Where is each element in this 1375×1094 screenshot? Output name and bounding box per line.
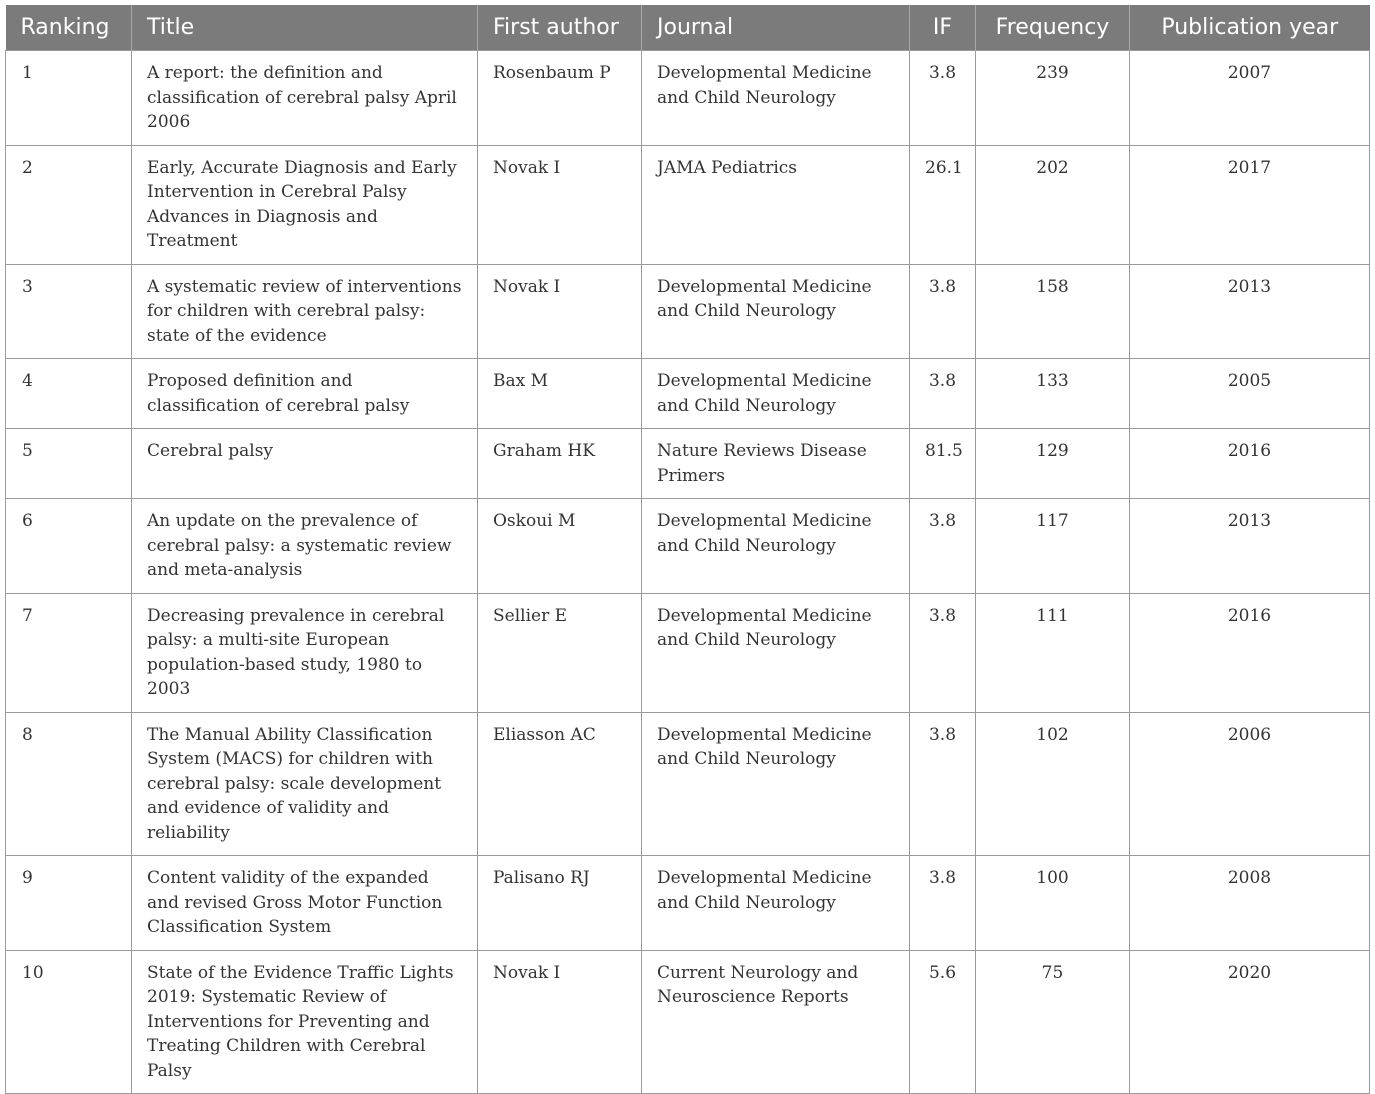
cell-title: Early, Accurate Diagnosis and Early Intervention in Cerebral Palsy Advances in Diagnosis and Treatment [132,145,478,264]
table-header-row [6,5,1370,51]
cell-title: State of the Evidence Traffic Lights 2019: Systematic Review of Interventions for Preventing and Treating Children with Cerebral Palsy [132,950,478,1094]
cell-publication-year: 2020 [1130,950,1370,1094]
cell-journal: JAMA Pediatrics [642,145,910,264]
table-row [6,51,1370,146]
cell-if: 3.8 [910,51,976,146]
cell-frequency: 117 [976,499,1130,594]
cell-ranking: 5 [6,429,132,499]
cell-if: 3.8 [910,856,976,951]
cell-frequency: 111 [976,593,1130,712]
header-title: Title [132,5,478,51]
cell-journal: Developmental Medicine and Child Neurology [642,264,910,359]
cell-publication-year: 2013 [1130,499,1370,594]
cell-title: An update on the prevalence of cerebral palsy: a systematic review and meta-analysis [132,499,478,594]
cell-if: 5.6 [910,950,976,1094]
cell-frequency: 102 [976,712,1130,856]
cell-ranking: 2 [6,145,132,264]
cited-references-table [5,5,1370,1094]
cell-ranking: 10 [6,950,132,1094]
cell-if: 3.8 [910,359,976,429]
cell-first-author: Novak I [478,145,642,264]
cell-journal: Developmental Medicine and Child Neurology [642,712,910,856]
cell-journal: Current Neurology and Neuroscience Reports [642,950,910,1094]
cell-first-author: Sellier E [478,593,642,712]
header-ranking: Ranking [6,5,132,51]
cell-title: A systematic review of interventions for children with cerebral palsy: state of the evidence [132,264,478,359]
cell-publication-year: 2017 [1130,145,1370,264]
cell-ranking: 3 [6,264,132,359]
cell-publication-year: 2008 [1130,856,1370,951]
cell-if: 3.8 [910,499,976,594]
table-row [6,359,1370,429]
header-if: IF [910,5,976,51]
cell-ranking: 8 [6,712,132,856]
cell-journal: Developmental Medicine and Child Neurology [642,856,910,951]
cell-title: Cerebral palsy [132,429,478,499]
table-row [6,264,1370,359]
header-first-author: First author [478,5,642,51]
table-row [6,856,1370,951]
cell-first-author: Novak I [478,264,642,359]
cell-if: 3.8 [910,712,976,856]
cell-publication-year: 2005 [1130,359,1370,429]
cell-first-author: Oskoui M [478,499,642,594]
cell-title: The Manual Ability Classification System (MACS) for children with cerebral palsy: scale development and evidence of validity and reliability [132,712,478,856]
cell-first-author: Palisano RJ [478,856,642,951]
cell-frequency: 239 [976,51,1130,146]
cell-frequency: 158 [976,264,1130,359]
cell-ranking: 4 [6,359,132,429]
cell-first-author: Bax M [478,359,642,429]
cell-ranking: 7 [6,593,132,712]
cell-frequency: 75 [976,950,1130,1094]
cell-publication-year: 2016 [1130,593,1370,712]
cell-if: 26.1 [910,145,976,264]
cell-title: Decreasing prevalence in cerebral palsy: a multi-site European population-based study, 1980 to 2003 [132,593,478,712]
cell-frequency: 202 [976,145,1130,264]
cell-title: Content validity of the expanded and revised Gross Motor Function Classification System [132,856,478,951]
header-frequency: Frequency [976,5,1130,51]
cell-first-author: Graham HK [478,429,642,499]
header-publication-year: Publication year [1130,5,1370,51]
table-row [6,145,1370,264]
cell-journal: Developmental Medicine and Child Neurology [642,359,910,429]
cell-publication-year: 2006 [1130,712,1370,856]
table-row [6,593,1370,712]
cell-journal: Developmental Medicine and Child Neurology [642,499,910,594]
cell-ranking: 6 [6,499,132,594]
cell-publication-year: 2013 [1130,264,1370,359]
cell-journal: Developmental Medicine and Child Neurology [642,593,910,712]
table-row [6,499,1370,594]
table-row [6,712,1370,856]
cell-journal: Developmental Medicine and Child Neurology [642,51,910,146]
cell-title: A report: the definition and classification of cerebral palsy April 2006 [132,51,478,146]
table-row [6,950,1370,1094]
cell-if: 3.8 [910,264,976,359]
cell-frequency: 129 [976,429,1130,499]
cell-publication-year: 2007 [1130,51,1370,146]
cell-ranking: 1 [6,51,132,146]
cell-title: Proposed definition and classification of cerebral palsy [132,359,478,429]
table-row [6,429,1370,499]
cell-frequency: 133 [976,359,1130,429]
header-journal: Journal [642,5,910,51]
cell-first-author: Rosenbaum P [478,51,642,146]
cell-first-author: Eliasson AC [478,712,642,856]
cell-journal: Nature Reviews Disease Primers [642,429,910,499]
cell-first-author: Novak I [478,950,642,1094]
cell-if: 3.8 [910,593,976,712]
cell-publication-year: 2016 [1130,429,1370,499]
cell-frequency: 100 [976,856,1130,951]
cell-ranking: 9 [6,856,132,951]
cell-if: 81.5 [910,429,976,499]
